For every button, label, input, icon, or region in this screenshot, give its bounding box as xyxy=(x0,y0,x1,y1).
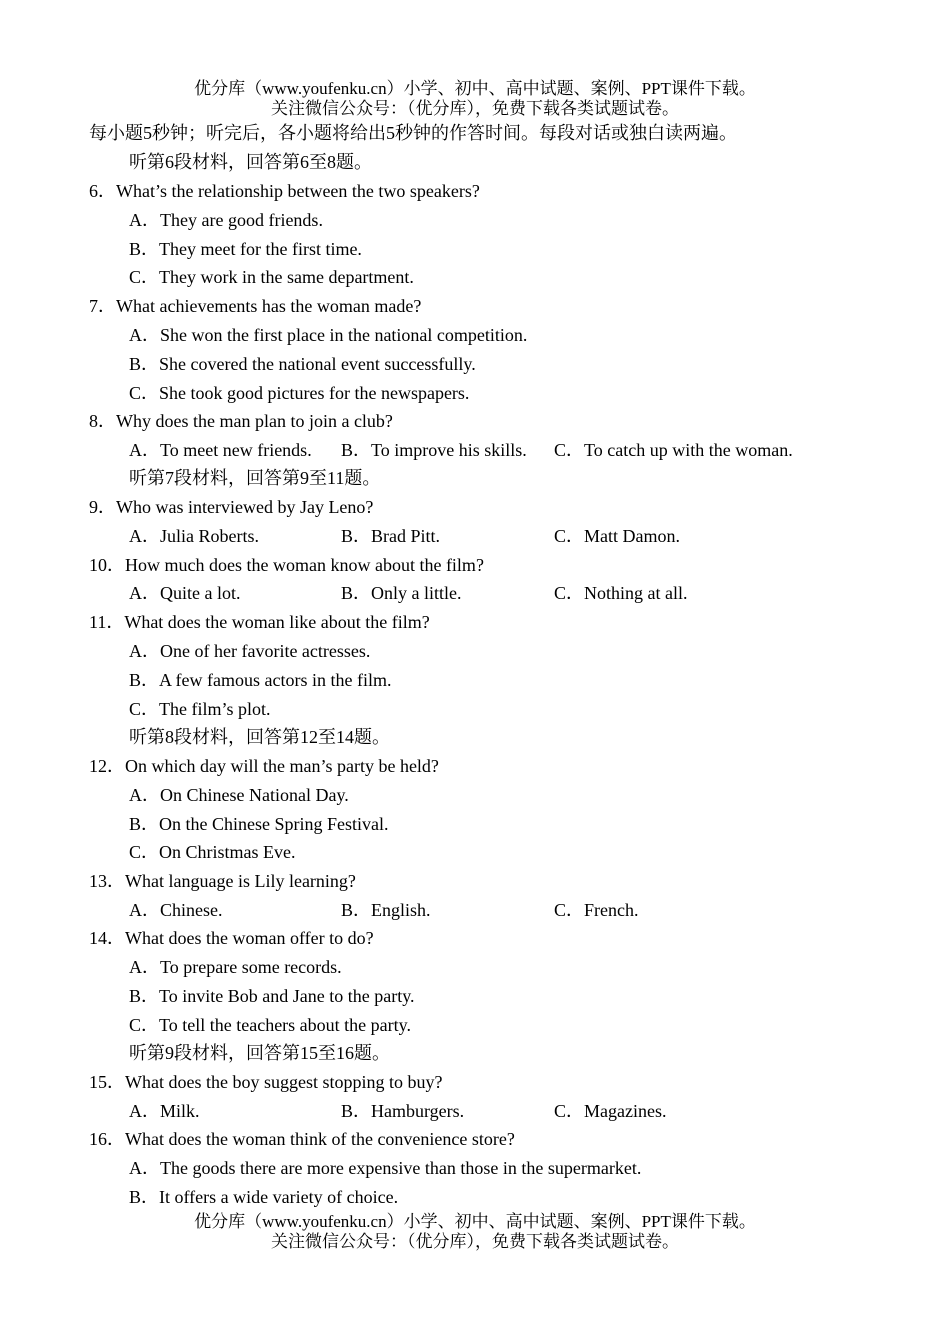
header-line-2: 关注微信公众号：（优分库），免费下载各类试题试卷。 xyxy=(271,99,679,118)
question-16-stem: 16．What does the woman think of the convenience store? xyxy=(89,1129,515,1149)
question-6-option-c: C．They work in the same department. xyxy=(129,267,414,287)
instructions-text: 每小题5秒钟；听完后，各小题将给出5秒钟的作答时间。每段对话或独白读两遍。 xyxy=(89,123,737,143)
question-11-option-a: A．One of her favorite actresses. xyxy=(129,641,371,661)
question-12-option-a: A．On Chinese National Day. xyxy=(129,785,349,805)
section-heading-7: 听第7段材料，回答第9至11题。 xyxy=(129,468,381,488)
question-6-stem: 6．What’s the relationship between the two speakers? xyxy=(89,181,480,201)
question-13-option-b: B．English. xyxy=(341,900,431,920)
question-7-stem: 7．What achievements has the woman made? xyxy=(89,296,422,316)
question-12-option-c: C．On Christmas Eve. xyxy=(129,842,296,862)
question-8-option-a: A．To meet new friends. xyxy=(129,440,312,460)
question-6-option-a: A．They are good friends. xyxy=(129,210,323,230)
question-10-option-b: B．Only a little. xyxy=(341,583,462,603)
question-11-stem: 11．What does the woman like about the film? xyxy=(89,612,430,632)
header-line-1: 优分库（www.youfenku.cn）小学、初中、高中试题、案例、PPT课件下载。 xyxy=(194,79,756,98)
question-13-option-c: C．French. xyxy=(554,900,639,920)
question-8-option-b: B．To improve his skills. xyxy=(341,440,527,460)
question-7-option-a: A．She won the first place in the national competition. xyxy=(129,325,528,345)
question-14-option-b: B．To invite Bob and Jane to the party. xyxy=(129,986,415,1006)
question-14-stem: 14．What does the woman offer to do? xyxy=(89,928,374,948)
question-16-option-a: A．The goods there are more expensive than those in the supermarket. xyxy=(129,1158,642,1178)
section-heading-9: 听第9段材料，回答第15至16题。 xyxy=(129,1043,390,1063)
question-13-option-a: A．Chinese. xyxy=(129,900,223,920)
section-heading-8: 听第8段材料，回答第12至14题。 xyxy=(129,727,390,747)
question-10-stem: 10．How much does the woman know about the film? xyxy=(89,555,484,575)
question-11-option-b: B．A few famous actors in the film. xyxy=(129,670,392,690)
question-6-option-b: B．They meet for the first time. xyxy=(129,239,362,259)
section-heading-6: 听第6段材料，回答第6至8题。 xyxy=(129,152,372,172)
question-9-stem: 9．Who was interviewed by Jay Leno? xyxy=(89,497,374,517)
question-15-option-c: C．Magazines. xyxy=(554,1101,667,1121)
question-15-stem: 15．What does the boy suggest stopping to buy? xyxy=(89,1072,443,1092)
question-8-stem: 8．Why does the man plan to join a club? xyxy=(89,411,393,431)
footer-line-1: 优分库（www.youfenku.cn）小学、初中、高中试题、案例、PPT课件下载。 xyxy=(194,1212,756,1231)
question-7-option-b: B．She covered the national event successfully. xyxy=(129,354,476,374)
question-10-option-a: A．Quite a lot. xyxy=(129,583,241,603)
question-14-option-a: A．To prepare some records. xyxy=(129,957,342,977)
question-9-option-b: B．Brad Pitt. xyxy=(341,526,441,546)
footer-line-2: 关注微信公众号：（优分库），免费下载各类试题试卷。 xyxy=(271,1232,679,1251)
question-8-option-c: C．To catch up with the woman. xyxy=(554,440,793,460)
question-7-option-c: C．She took good pictures for the newspapers. xyxy=(129,383,470,403)
question-16-option-b: B．It offers a wide variety of choice. xyxy=(129,1187,399,1207)
question-12-stem: 12．On which day will the man’s party be held? xyxy=(89,756,439,776)
question-9-option-c: C．Matt Damon. xyxy=(554,526,680,546)
question-10-option-c: C．Nothing at all. xyxy=(554,583,688,603)
question-14-option-c: C．To tell the teachers about the party. xyxy=(129,1015,411,1035)
question-11-option-c: C．The film’s plot. xyxy=(129,699,271,719)
question-15-option-a: A．Milk. xyxy=(129,1101,200,1121)
question-13-stem: 13．What language is Lily learning? xyxy=(89,871,356,891)
question-15-option-b: B．Hamburgers. xyxy=(341,1101,465,1121)
question-9-option-a: A．Julia Roberts. xyxy=(129,526,259,546)
question-12-option-b: B．On the Chinese Spring Festival. xyxy=(129,814,389,834)
